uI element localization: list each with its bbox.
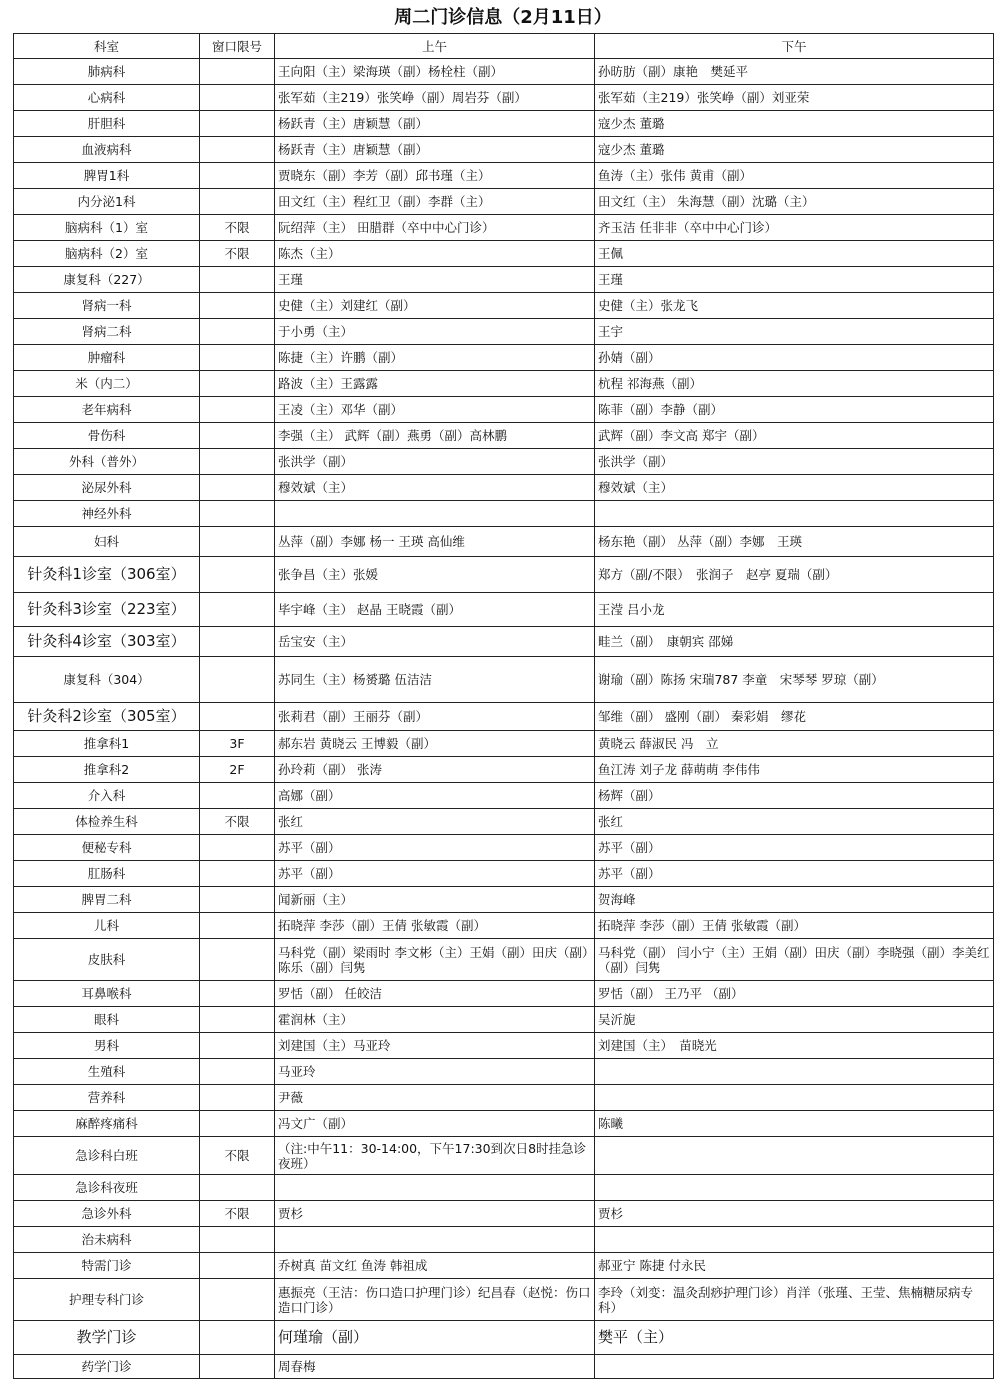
header-window: 窗口限号 — [200, 34, 275, 59]
pm-cell: 鱼江涛 刘子龙 薛萌萌 李伟伟 — [595, 757, 994, 783]
dept-cell: 针灸科4诊室（303室） — [14, 627, 200, 657]
am-cell: 刘建国（主）马亚玲 — [275, 1033, 595, 1059]
pm-cell: 孙昉肪（副）康艳 樊延平 — [595, 59, 994, 85]
window-cell — [200, 703, 275, 731]
pm-cell: 李玲（刘变：温灸刮痧护理门诊）肖洋（张瑾、王莹、焦楠糖尿病专科） — [595, 1279, 994, 1321]
am-cell: 拓晓萍 李莎（副）王倩 张敏霞（副） — [275, 913, 595, 939]
dept-cell: 体检养生科 — [14, 809, 200, 835]
dept-cell: 米（内二） — [14, 371, 200, 397]
dept-cell: 耳鼻喉科 — [14, 981, 200, 1007]
window-cell: 不限 — [200, 809, 275, 835]
window-cell — [200, 319, 275, 345]
pm-cell: 史健（主）张龙飞 — [595, 293, 994, 319]
window-cell — [200, 59, 275, 85]
table-row — [14, 861, 994, 887]
window-cell: 不限 — [200, 1201, 275, 1227]
window-cell — [200, 939, 275, 981]
table-row — [14, 59, 994, 85]
window-cell — [200, 293, 275, 319]
window-cell — [200, 475, 275, 501]
header-pm: 下午 — [595, 34, 994, 59]
table-row — [14, 527, 994, 557]
window-cell — [200, 345, 275, 371]
pm-cell: 吴沂旎 — [595, 1007, 994, 1033]
table-row — [14, 557, 994, 593]
pm-cell: 苏平（副） — [595, 861, 994, 887]
dept-cell: 神经外科 — [14, 501, 200, 527]
dept-cell: 肺病科 — [14, 59, 200, 85]
header-dept: 科室 — [14, 34, 200, 59]
window-cell — [200, 163, 275, 189]
table-row — [14, 1111, 994, 1137]
am-cell — [275, 1175, 595, 1201]
dept-cell: 脾胃1科 — [14, 163, 200, 189]
dept-cell: 便秘专科 — [14, 835, 200, 861]
pm-cell: 王滢 吕小龙 — [595, 593, 994, 627]
dept-cell: 脾胃二科 — [14, 887, 200, 913]
window-cell — [200, 501, 275, 527]
pm-cell: 谢瑜（副）陈扬 宋瑞787 李童 宋琴琴 罗琼（副） — [595, 657, 994, 703]
pm-cell: 郝亚宁 陈捷 付永民 — [595, 1253, 994, 1279]
pm-cell: 刘建国（主） 苗晓光 — [595, 1033, 994, 1059]
table-row — [14, 835, 994, 861]
am-cell: 陈杰（主） — [275, 241, 595, 267]
dept-cell: 脑病科（2）室 — [14, 241, 200, 267]
am-cell: 王瑾 — [275, 267, 595, 293]
window-cell — [200, 189, 275, 215]
window-cell — [200, 1059, 275, 1085]
am-cell: 罗恬（副） 任皎洁 — [275, 981, 595, 1007]
dept-cell: 妇科 — [14, 527, 200, 557]
table-row — [14, 1137, 994, 1175]
am-cell: 冯文广（副） — [275, 1111, 595, 1137]
pm-cell: 马科党（副） 闫小宁（主）王娟（副）田庆（副）李晓强（副）李美红（副）闫隽 — [595, 939, 994, 981]
am-cell: 王向阳（主）梁海瑛（副）杨栓柱（副） — [275, 59, 595, 85]
window-cell — [200, 835, 275, 861]
table-row — [14, 1175, 994, 1201]
am-cell — [275, 1227, 595, 1253]
pm-cell: 杭程 祁海燕（副） — [595, 371, 994, 397]
table-row — [14, 423, 994, 449]
dept-cell: 营养科 — [14, 1085, 200, 1111]
window-cell — [200, 981, 275, 1007]
pm-cell — [595, 501, 994, 527]
dept-cell: 针灸科2诊室（305室） — [14, 703, 200, 731]
window-cell — [200, 627, 275, 657]
table-row — [14, 913, 994, 939]
table-row — [14, 475, 994, 501]
window-cell — [200, 137, 275, 163]
dept-cell: 急诊科白班 — [14, 1137, 200, 1175]
schedule-table — [13, 33, 994, 1379]
am-cell: 苏平（副） — [275, 835, 595, 861]
am-cell: 张争昌（主）张媛 — [275, 557, 595, 593]
dept-cell: 肛肠科 — [14, 861, 200, 887]
am-cell: 郝东岩 黄晓云 王博毅（副） — [275, 731, 595, 757]
table-row — [14, 501, 994, 527]
window-cell: 不限 — [200, 241, 275, 267]
dept-cell: 急诊外科 — [14, 1201, 200, 1227]
table-row — [14, 1033, 994, 1059]
table-row — [14, 241, 994, 267]
window-cell: 不限 — [200, 215, 275, 241]
table-row — [14, 593, 994, 627]
am-cell: 陈捷（主）许鹏（副） — [275, 345, 595, 371]
table-row — [14, 627, 994, 657]
pm-cell: 孙婧（副） — [595, 345, 994, 371]
pm-cell: 陈菲（副）李静（副） — [595, 397, 994, 423]
pm-cell: 武辉（副）李文高 郑宇（副） — [595, 423, 994, 449]
pm-cell — [595, 1059, 994, 1085]
window-cell — [200, 449, 275, 475]
window-cell: 3F — [200, 731, 275, 757]
am-cell: 何瑾瑜（副） — [275, 1321, 595, 1355]
am-cell: 孙玲莉（副） 张涛 — [275, 757, 595, 783]
table-row — [14, 939, 994, 981]
pm-cell: 张军茹（主219）张笑峥（副）刘亚荣 — [595, 85, 994, 111]
am-cell: 苏同生（主）杨赟璐 伍洁洁 — [275, 657, 595, 703]
pm-cell: 陈曦 — [595, 1111, 994, 1137]
am-cell: 阮绍萍（主） 田腊群（卒中中心门诊） — [275, 215, 595, 241]
pm-cell: 齐玉洁 任非非（卒中中心门诊） — [595, 215, 994, 241]
table-row — [14, 981, 994, 1007]
dept-cell: 介入科 — [14, 783, 200, 809]
dept-cell: 外科（普外） — [14, 449, 200, 475]
table-row — [14, 1355, 994, 1379]
table-row — [14, 783, 994, 809]
dept-cell: 康复科（304） — [14, 657, 200, 703]
dept-cell: 儿科 — [14, 913, 200, 939]
am-cell: 周春梅 — [275, 1355, 595, 1379]
dept-cell: 血液病科 — [14, 137, 200, 163]
am-cell: （注:中午11：30-14:00，下午17:30到次日8时挂急诊夜班） — [275, 1137, 595, 1175]
dept-cell: 肾病一科 — [14, 293, 200, 319]
pm-cell: 贾杉 — [595, 1201, 994, 1227]
window-cell — [200, 423, 275, 449]
table-row — [14, 1321, 994, 1355]
pm-cell — [595, 1175, 994, 1201]
dept-cell: 肾病二科 — [14, 319, 200, 345]
table-row — [14, 397, 994, 423]
pm-cell: 邹维（副） 盛刚（副） 秦彩娟 缪花 — [595, 703, 994, 731]
pm-cell — [595, 1085, 994, 1111]
am-cell: 惠振亮（王洁：伤口造口护理门诊）纪昌春（赵悦：伤口造口门诊） — [275, 1279, 595, 1321]
table-row — [14, 85, 994, 111]
window-cell — [200, 557, 275, 593]
am-cell: 马亚玲 — [275, 1059, 595, 1085]
am-cell: 张洪学（副） — [275, 449, 595, 475]
window-cell — [200, 1033, 275, 1059]
am-cell: 苏平（副） — [275, 861, 595, 887]
pm-cell: 寇少杰 董璐 — [595, 137, 994, 163]
window-cell — [200, 85, 275, 111]
window-cell — [200, 111, 275, 137]
dept-cell: 急诊科夜班 — [14, 1175, 200, 1201]
table-row — [14, 809, 994, 835]
window-cell — [200, 593, 275, 627]
pm-cell: 穆效斌（主） — [595, 475, 994, 501]
am-cell: 贾晓东（副）李芳（副）邱书瑾（主） — [275, 163, 595, 189]
table-row — [14, 1059, 994, 1085]
window-cell — [200, 1175, 275, 1201]
am-cell: 田文红（主）程红卫（副）李群（主） — [275, 189, 595, 215]
window-cell — [200, 1321, 275, 1355]
table-body — [14, 59, 994, 1379]
am-cell — [275, 501, 595, 527]
am-cell: 路波（主）王露露 — [275, 371, 595, 397]
am-cell: 贾杉 — [275, 1201, 595, 1227]
dept-cell: 针灸科3诊室（223室） — [14, 593, 200, 627]
dept-cell: 生殖科 — [14, 1059, 200, 1085]
pm-cell: 杨东艳（副） 丛萍（副）李娜 王瑛 — [595, 527, 994, 557]
table-row — [14, 1007, 994, 1033]
pm-cell — [595, 1355, 994, 1379]
pm-cell: 贺海峰 — [595, 887, 994, 913]
pm-cell: 杨辉（副） — [595, 783, 994, 809]
table-row — [14, 757, 994, 783]
am-cell: 丛萍（副）李娜 杨一 王瑛 高仙维 — [275, 527, 595, 557]
am-cell: 杨跃青（主）唐颖慧（副） — [275, 137, 595, 163]
am-cell: 张军茹（主219）张笑峥（副）周岩芬（副） — [275, 85, 595, 111]
pm-cell: 张红 — [595, 809, 994, 835]
header-am: 上午 — [275, 34, 595, 59]
dept-cell: 推拿科1 — [14, 731, 200, 757]
window-cell — [200, 1085, 275, 1111]
dept-cell: 内分泌1科 — [14, 189, 200, 215]
dept-cell: 护理专科门诊 — [14, 1279, 200, 1321]
window-cell — [200, 861, 275, 887]
window-cell — [200, 1007, 275, 1033]
dept-cell: 教学门诊 — [14, 1321, 200, 1355]
window-cell — [200, 913, 275, 939]
table-row — [14, 111, 994, 137]
dept-cell: 康复科（227） — [14, 267, 200, 293]
window-cell — [200, 1355, 275, 1379]
am-cell: 杨跃青（主）唐颖慧（副） — [275, 111, 595, 137]
table-row — [14, 319, 994, 345]
dept-cell: 肿瘤科 — [14, 345, 200, 371]
dept-cell: 脑病科（1）室 — [14, 215, 200, 241]
table-row — [14, 1201, 994, 1227]
am-cell: 马科党（副）梁雨时 李文彬（主）王娟（副）田庆（副）陈乐（副）闫隽 — [275, 939, 595, 981]
window-cell — [200, 1111, 275, 1137]
am-cell: 岳宝安（主） — [275, 627, 595, 657]
dept-cell: 心病科 — [14, 85, 200, 111]
dept-cell: 推拿科2 — [14, 757, 200, 783]
pm-cell: 苏平（副） — [595, 835, 994, 861]
window-cell — [200, 657, 275, 703]
table-row — [14, 657, 994, 703]
dept-cell: 肝胆科 — [14, 111, 200, 137]
table-row — [14, 1253, 994, 1279]
window-cell — [200, 783, 275, 809]
table-row — [14, 731, 994, 757]
dept-cell: 药学门诊 — [14, 1355, 200, 1379]
table-row — [14, 371, 994, 397]
am-cell: 张莉君（副）王丽芬（副） — [275, 703, 595, 731]
pm-cell: 畦兰（副） 康朝宾 邵娣 — [595, 627, 994, 657]
am-cell: 于小勇（主） — [275, 319, 595, 345]
window-cell — [200, 1253, 275, 1279]
am-cell: 霍润林（主） — [275, 1007, 595, 1033]
table-row — [14, 163, 994, 189]
table-row — [14, 189, 994, 215]
window-cell — [200, 397, 275, 423]
pm-cell — [595, 1227, 994, 1253]
window-cell — [200, 371, 275, 397]
am-cell: 高娜（副） — [275, 783, 595, 809]
pm-cell: 拓晓萍 李莎（副）王倩 张敏霞（副） — [595, 913, 994, 939]
table-row — [14, 1279, 994, 1321]
window-cell: 2F — [200, 757, 275, 783]
dept-cell: 特需门诊 — [14, 1253, 200, 1279]
table-row — [14, 345, 994, 371]
table-row — [14, 1085, 994, 1111]
header-row — [14, 34, 994, 59]
pm-cell — [595, 1137, 994, 1175]
am-cell: 乔树真 苗文红 鱼涛 韩祖成 — [275, 1253, 595, 1279]
dept-cell: 骨伤科 — [14, 423, 200, 449]
table-row — [14, 703, 994, 731]
am-cell: 闻新丽（主） — [275, 887, 595, 913]
am-cell: 史健（主）刘建红（副） — [275, 293, 595, 319]
window-cell — [200, 887, 275, 913]
table-row — [14, 293, 994, 319]
table-row — [14, 267, 994, 293]
dept-cell: 泌尿外科 — [14, 475, 200, 501]
pm-cell: 王宇 — [595, 319, 994, 345]
pm-cell: 田文红（主） 朱海慧（副）沈璐（主） — [595, 189, 994, 215]
am-cell: 李强（主） 武辉（副）燕勇（副）高林鹏 — [275, 423, 595, 449]
pm-cell: 罗恬（副） 王乃平 （副） — [595, 981, 994, 1007]
pm-cell: 王佩 — [595, 241, 994, 267]
window-cell — [200, 1279, 275, 1321]
pm-cell: 王瑾 — [595, 267, 994, 293]
table-row — [14, 449, 994, 475]
table-row — [14, 137, 994, 163]
window-cell: 不限 — [200, 1137, 275, 1175]
dept-cell: 男科 — [14, 1033, 200, 1059]
am-cell: 尹薇 — [275, 1085, 595, 1111]
window-cell — [200, 267, 275, 293]
dept-cell: 针灸科1诊室（306室） — [14, 557, 200, 593]
pm-cell: 寇少杰 董璐 — [595, 111, 994, 137]
am-cell: 王凌（主）邓华（副） — [275, 397, 595, 423]
am-cell: 毕宇峰（主） 赵晶 王晓霞（副） — [275, 593, 595, 627]
dept-cell: 麻醉疼痛科 — [14, 1111, 200, 1137]
pm-cell: 郑方（副/不限） 张润子 赵亭 夏瑞（副） — [595, 557, 994, 593]
dept-cell: 治未病科 — [14, 1227, 200, 1253]
dept-cell: 眼科 — [14, 1007, 200, 1033]
table-row — [14, 215, 994, 241]
table-row — [14, 1227, 994, 1253]
am-cell: 穆效斌（主） — [275, 475, 595, 501]
pm-cell: 樊平（主） — [595, 1321, 994, 1355]
am-cell: 张红 — [275, 809, 595, 835]
page-title: 周二门诊信息（2月11日） — [394, 7, 612, 28]
window-cell — [200, 527, 275, 557]
dept-cell: 皮肤科 — [14, 939, 200, 981]
pm-cell: 张洪学（副） — [595, 449, 994, 475]
dept-cell: 老年病科 — [14, 397, 200, 423]
window-cell — [200, 1227, 275, 1253]
pm-cell: 鱼涛（主）张伟 黄甫（副） — [595, 163, 994, 189]
table-row — [14, 887, 994, 913]
pm-cell: 黄晓云 薛淑民 冯 立 — [595, 731, 994, 757]
